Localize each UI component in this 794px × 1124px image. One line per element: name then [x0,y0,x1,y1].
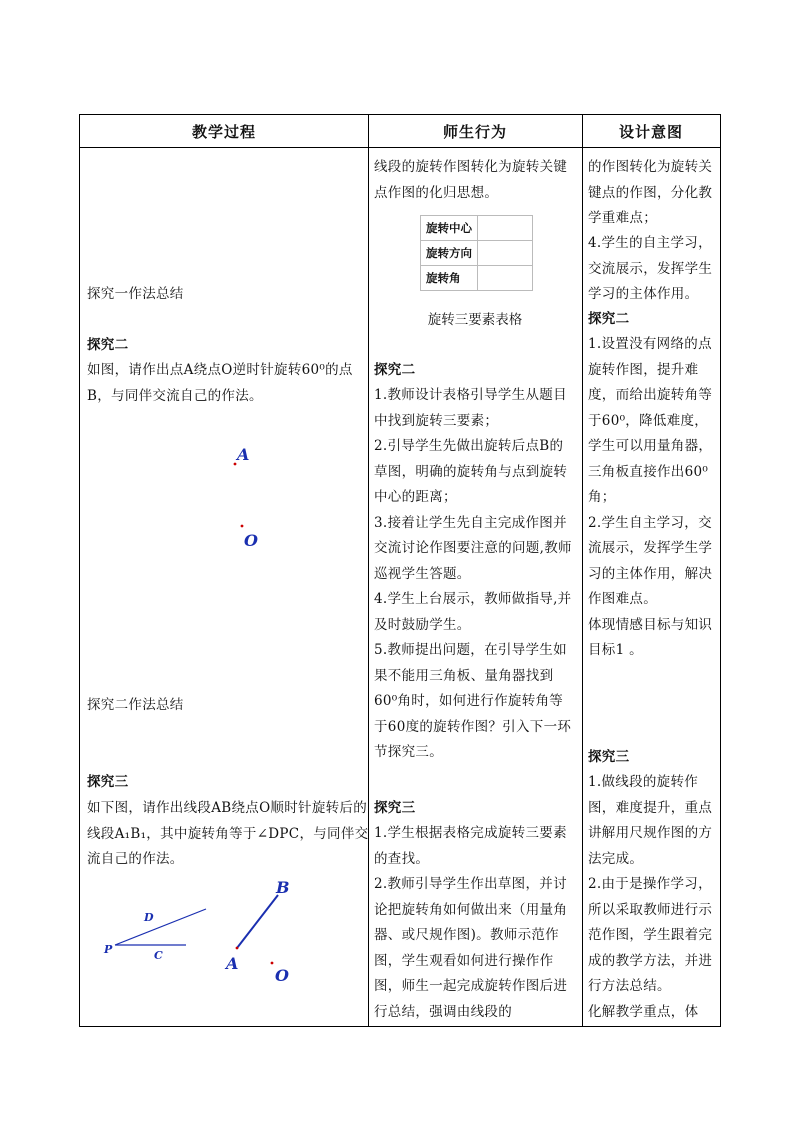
list-item: 1.学生根据表格完成旋转三要素的查找。 [374,825,567,867]
column-divider-1 [368,115,369,1026]
explore3-title-col1: 探究三 [87,774,129,790]
rotation-direction-cell: 旋转方向 [421,241,478,266]
label-b: B [276,878,290,897]
column-divider-2 [582,115,583,1026]
explore2-title-col1: 探究二 [87,337,129,353]
explore2-steps [374,383,576,766]
rotation-center-cell: 旋转中心 [421,216,478,241]
segment-ab [237,895,278,948]
summary-2: 探究二作法总结 [87,697,184,713]
rotation-elements-table [420,215,533,291]
explore3-text: 如下图，请作出线段AB绕点O顺时针旋转后的线段A₁B₁，其中旋转角等于∠DPC，与同伴交流自己的作法。 [87,800,369,867]
summary-1: 探究一作法总结 [87,286,184,302]
figure-point-rotation [220,440,280,550]
list-item: 2.教师引导学生作出草图，并讨论把旋转角如何做出来（用量角器、或尺规作图)。教师示范作图，学生观看如何进行操作作图，师生一起完成旋转作图后进行总结，强调由线段的 [374,876,568,1020]
list-item: 1.设置没有网络的点旋转作图，提升难度，而给出旋转角等于60⁰，降低难度，学生可以用量角器，三角板直接作出60⁰角； [588,336,713,505]
col2-intro: 线段的旋转作图转化为旋转关键点作图的化归思想。 [374,159,568,201]
label-o: O [244,531,258,550]
label-d: D [144,911,154,924]
table-caption: 旋转三要素表格 [427,312,523,328]
col3-intro: 的作图转化为旋转关键点的作图，分化教学重难点； [588,159,713,226]
list-item: 2.引导学生先做出旋转后点B的草图，明确的旋转角与点到旋转中心的距离； [374,438,568,505]
list-item: 2.学生自主学习，交流展示，发挥学生学习的主体作用，解决作图难点。 [588,514,713,607]
point-o2 [271,962,274,965]
explore3-title-col2: 探究三 [374,800,416,816]
explore2-text: 如图，请作出点A绕点O逆时针旋转60⁰的点B，与同伴交流自己的作法。 [87,362,353,404]
list-item: 1.教师设计表格引导学生从题目中找到旋转三要素； [374,387,567,429]
explore2-title-col2: 探究二 [374,362,416,378]
point-a [234,463,237,466]
list-item: 体现情感目标与知识目标1 。 [588,616,713,658]
col3-item4: 4.学生的自主学习，交流展示，发挥学生学习的主体作用。 [588,235,713,302]
lesson-table [79,114,721,1027]
list-item: 1.做线段的旋转作图，难度提升，重点讲解用尺规作图的方法完成。 [588,774,713,867]
header-intent: 设计意图 [618,122,683,141]
header-process: 教学过程 [191,122,256,141]
explore3-title-col3: 探究三 [588,749,630,765]
label-o2: O [275,966,289,985]
ray-pd [115,909,206,945]
explore2-intents [588,332,716,664]
explore3-intents [588,770,716,1025]
list-item: 3.接着让学生先自主完成作图并交流讨论作图要注意的问题,教师巡视学生答题。 [374,514,572,582]
point-o [241,525,244,528]
rotation-angle-cell: 旋转角 [421,266,478,291]
list-item: 化解教学重点，体 [588,1003,699,1020]
label-p: P [104,943,113,956]
label-c: C [154,949,163,962]
explore2-title-col3: 探究二 [588,311,630,327]
label-a2: A [226,954,239,973]
point-a2 [236,947,239,950]
list-item: 4.学生上台展示，教师做指导,并及时鼓励学生。 [374,591,572,633]
header-behavior: 师生行为 [442,122,507,141]
list-item: 2.由于是操作学习，所以采取教师进行示范作图，学生跟着完成的教学方法，并进行方法总结。 [588,876,713,994]
list-item: 5.教师提出问题，在引导学生如果不能用三角板、量角器找到60⁰角时，如何进行作旋转角等于60度的旋转作图？引入下一环节探究三。 [374,642,572,760]
explore3-steps [374,821,576,1025]
header-divider [80,147,720,148]
label-a: A [237,445,250,464]
figure-segment-rotation [100,875,330,985]
